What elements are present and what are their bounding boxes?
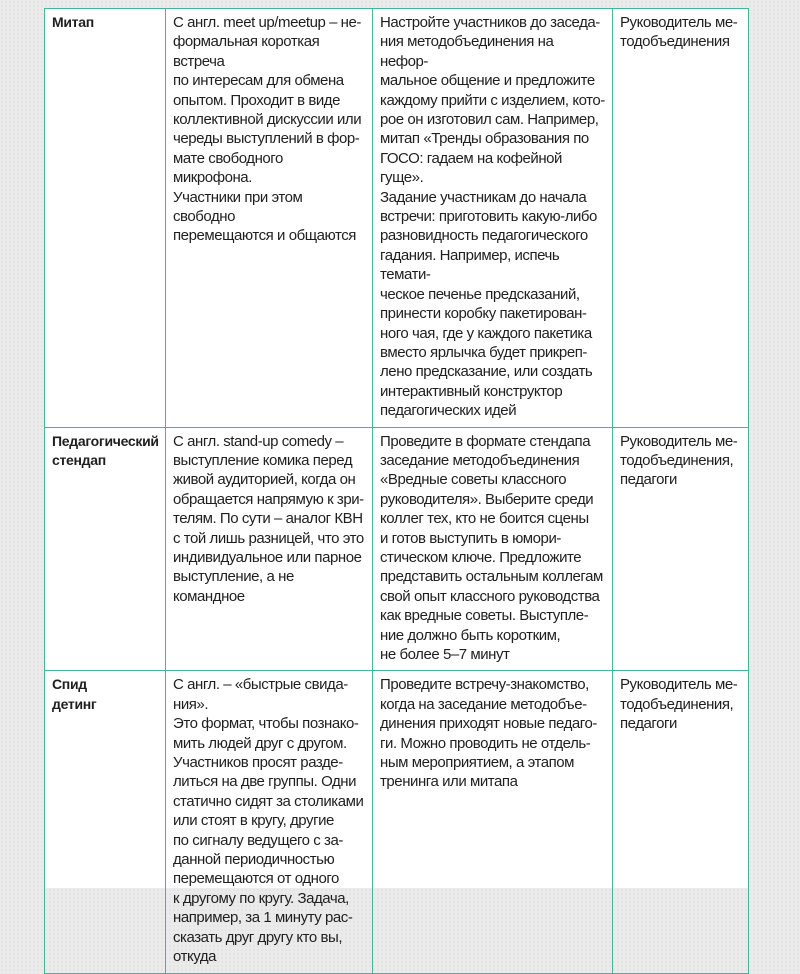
example-cell: Проведите встречу-знакомство, когда на заседание методобъе- динения приходят новые педаго- ги. Можно проводить не отдель- ным мероприятием, а этапом тренинга или митапа xyxy=(373,671,613,973)
document-page xyxy=(44,8,748,966)
responsible-cell: Руководитель ме- тодобъединения, педагоги xyxy=(613,671,749,973)
format-name-cell: Педагогический стендап xyxy=(45,427,166,671)
responsible-cell: Руководитель ме- тодобъединения, педагоги xyxy=(613,427,749,671)
table-row xyxy=(45,427,749,671)
table-row xyxy=(45,671,749,973)
methods-table xyxy=(44,8,749,974)
definition-cell: С англ. meet up/meetup – не- формальная короткая встреча по интересам для обмена опытом. Проходит в виде коллективной дискуссии или череды выступлений в фор- мате свободного микрофона. Участники при этом свободно перемещаются и общаются xyxy=(166,9,373,428)
definition-cell: С англ. stand-up comedy – выступление комика перед живой аудиторией, когда он обращается напрямую к зри- телям. По сути – аналог КВН с той лишь разницей, что это индивидуальное или парное выступление, а не командное xyxy=(166,427,373,671)
table-row xyxy=(45,9,749,428)
format-name-cell: Спид детинг xyxy=(45,671,166,973)
example-cell: Проведите в формате стендапа заседание методобъединения «Вредные советы классного руководителя». Выберите среди коллег тех, кто не боится сцены и готов выступить в юмори- стическом ключе. Предложите представить остальным коллегам свой опыт классного руководства как вредные советы. Выступле- ние должно быть коротким, не более 5–7 минут xyxy=(373,427,613,671)
format-name-cell: Митап xyxy=(45,9,166,428)
example-cell: Настройте участников до заседа- ния методобъединения на нефор- мальное общение и предложите каждому прийти с изделием, кото- рое он изготовил сам. Например, митап «Тренды образования по ГОСО: гадаем на кофейной гуще». Задание участникам до начала встречи: приготовить какую-либо разновидность педагогического гадания. Например, испечь темати- ческое печенье предсказаний, принести коробку пакетирован- ного чая, где у каждого пакетика вместо ярлычка будет прикреп- лено предсказание, или создать интерактивный конструктор педагогических идей xyxy=(373,9,613,428)
responsible-cell: Руководитель ме- тодобъединения xyxy=(613,9,749,428)
definition-cell: С англ. – «быстрые свида- ния». Это формат, чтобы познако- мить людей друг с другом. Участников просят разде- литься на две группы. Одни статично сидят за столиками или стоят в кругу, другие по сигналу ведущего с за- данной периодичностью перемещаются от одного к другому по кругу. Задача, например, за 1 минуту рас- сказать друг другу кто вы, откуда xyxy=(166,671,373,973)
